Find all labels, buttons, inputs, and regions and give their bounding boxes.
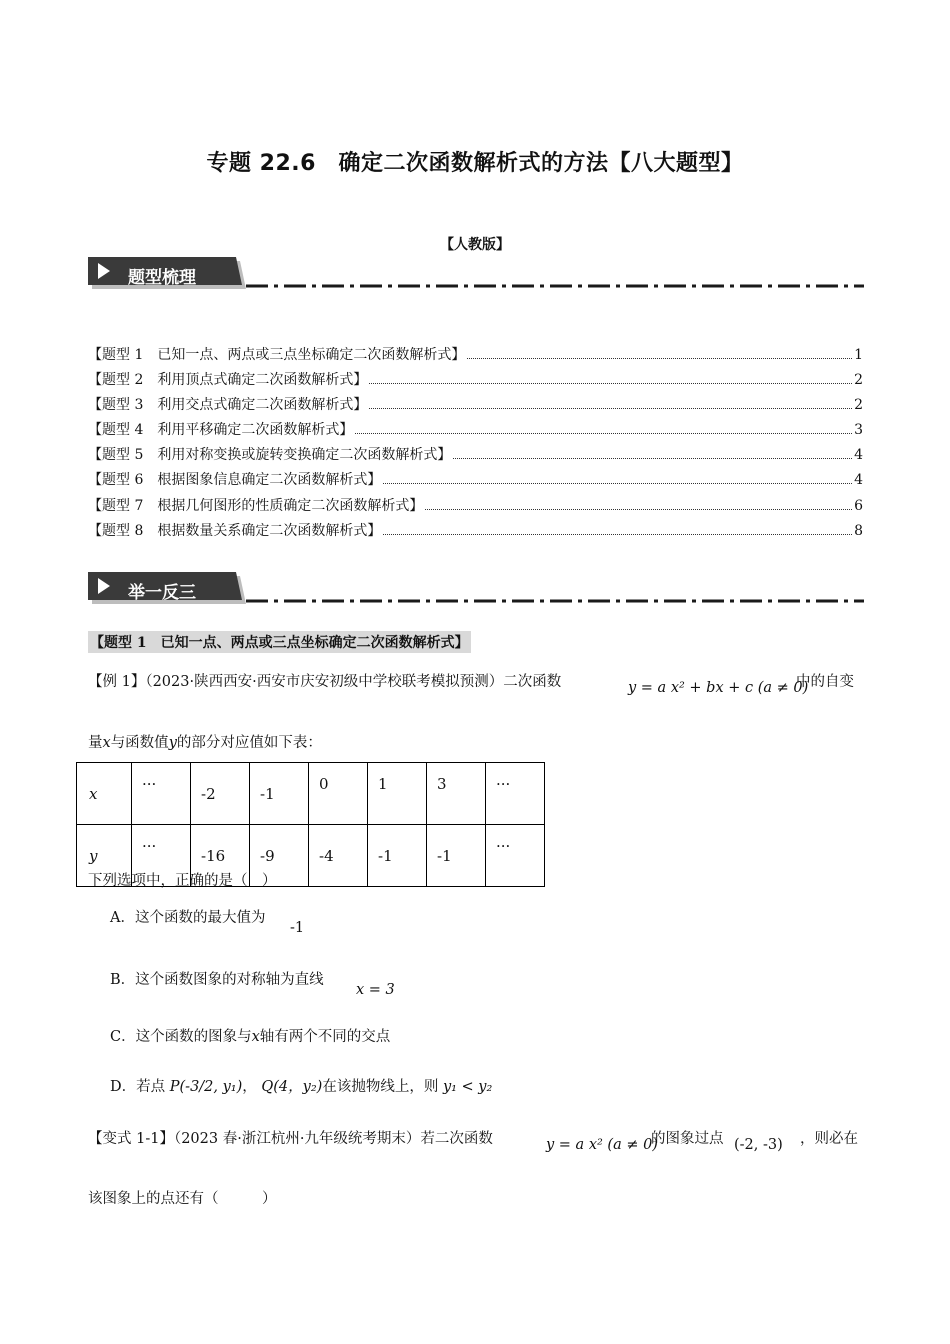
point-q: Q(4，y₂): [261, 1079, 323, 1095]
table-cell: ···: [132, 825, 191, 887]
quadratic-formula: y = a x² + bx + c (a ≠ 0): [628, 680, 809, 696]
toc-leader: [383, 534, 852, 535]
variant-1-1-intro: 【变式 1-1】（2023 春·浙江杭州·九年级统考期末）若二次函数: [88, 1131, 493, 1147]
table-cell: ···: [486, 825, 545, 887]
variant-point: (-2, -3): [734, 1137, 783, 1153]
inequality: y₁ < y₂: [442, 1079, 493, 1095]
table-cell: -16: [191, 825, 250, 887]
toc-leader: [425, 509, 852, 510]
table-cell: -1: [250, 763, 309, 825]
toc-item-2[interactable]: 【题型 2 利用顶点式确定二次函数解析式】 2: [88, 372, 863, 388]
page-title: 专题 22.6 确定二次函数解析式的方法【八大题型】: [206, 151, 744, 176]
point-p: P(-3/2, y₁): [169, 1079, 243, 1095]
table-cell: -2: [191, 763, 250, 825]
table-cell: ···: [132, 763, 191, 825]
option-b-value: x = 3: [356, 982, 395, 998]
table-cell: 0: [309, 763, 368, 825]
variant-formula: y = a x² (a ≠ 0): [546, 1137, 658, 1153]
table-cell: -1: [368, 825, 427, 887]
option-d: D．若点 P(-3/2, y₁)， Q(4，y₂)在该抛物线上，则 y₁ < y₂: [110, 1079, 493, 1095]
toc-leader: [467, 358, 852, 359]
toc-leader: [383, 483, 852, 484]
option-a-value: -1: [290, 920, 305, 936]
section-heading: 【题型 1 已知一点、两点或三点坐标确定二次函数解析式】: [88, 631, 471, 653]
variant-mid: 的图象过点: [651, 1131, 724, 1147]
toc-leader: [355, 433, 852, 434]
toc-item-7[interactable]: 【题型 7 根据几何图形的性质确定二次函数解析式】 6: [88, 498, 863, 514]
dash-divider: [246, 597, 864, 605]
table-header-x: x: [77, 763, 132, 825]
toc-item-6[interactable]: 【题型 6 根据图象信息确定二次函数解析式】 4: [88, 472, 863, 488]
table-row: [77, 763, 545, 825]
table-cell: 3: [427, 763, 486, 825]
toc-leader: [453, 458, 852, 459]
toc-leader: [369, 408, 852, 409]
example-1-line2: 量x与函数值y的部分对应值如下表：: [88, 735, 322, 751]
table-cell: ···: [486, 763, 545, 825]
section-banner-outline: [88, 257, 246, 289]
dash-divider: [246, 282, 864, 290]
toc-item-3[interactable]: 【题型 3 利用交点式确定二次函数解析式】 2: [88, 397, 863, 413]
option-c: C．这个函数的图象与x轴有两个不同的交点: [110, 1029, 391, 1045]
edition-label: 【人教版】: [440, 237, 510, 253]
banner-outline-label: 题型梳理: [128, 268, 196, 288]
table-cell: -4: [309, 825, 368, 887]
variant-line2: 该图象上的点还有（ ）: [88, 1191, 277, 1207]
table-cell: -9: [250, 825, 309, 887]
table-cell: 1: [368, 763, 427, 825]
toc-item-5[interactable]: 【题型 5 利用对称变换或旋转变换确定二次函数解析式】 4: [88, 447, 863, 463]
banner-practice-label: 举一反三: [128, 583, 196, 603]
section-banner-practice: [88, 572, 246, 604]
option-b: B．这个函数图象的对称轴为直线: [110, 972, 324, 988]
toc-item-1[interactable]: 【题型 1 已知一点、两点或三点坐标确定二次函数解析式】 1: [88, 347, 863, 363]
toc-item-8[interactable]: 【题型 8 根据数量关系确定二次函数解析式】 8: [88, 523, 863, 539]
table-header-y: y: [77, 825, 132, 887]
toc-leader: [369, 383, 852, 384]
table-cell: -1: [427, 825, 486, 887]
toc-item-4[interactable]: 【题型 4 利用平移确定二次函数解析式】 3: [88, 422, 863, 438]
example-1-suffix: 中的自变: [796, 674, 854, 690]
variant-suffix: ，则必在: [800, 1131, 858, 1147]
question-prompt: 下列选项中，正确的是（ ）: [88, 873, 277, 889]
option-a: A．这个函数的最大值为: [110, 910, 266, 926]
example-1-intro: 【例 1】（2023·陕西西安·西安市庆安初级中学校联考模拟预测）二次函数: [88, 674, 562, 690]
